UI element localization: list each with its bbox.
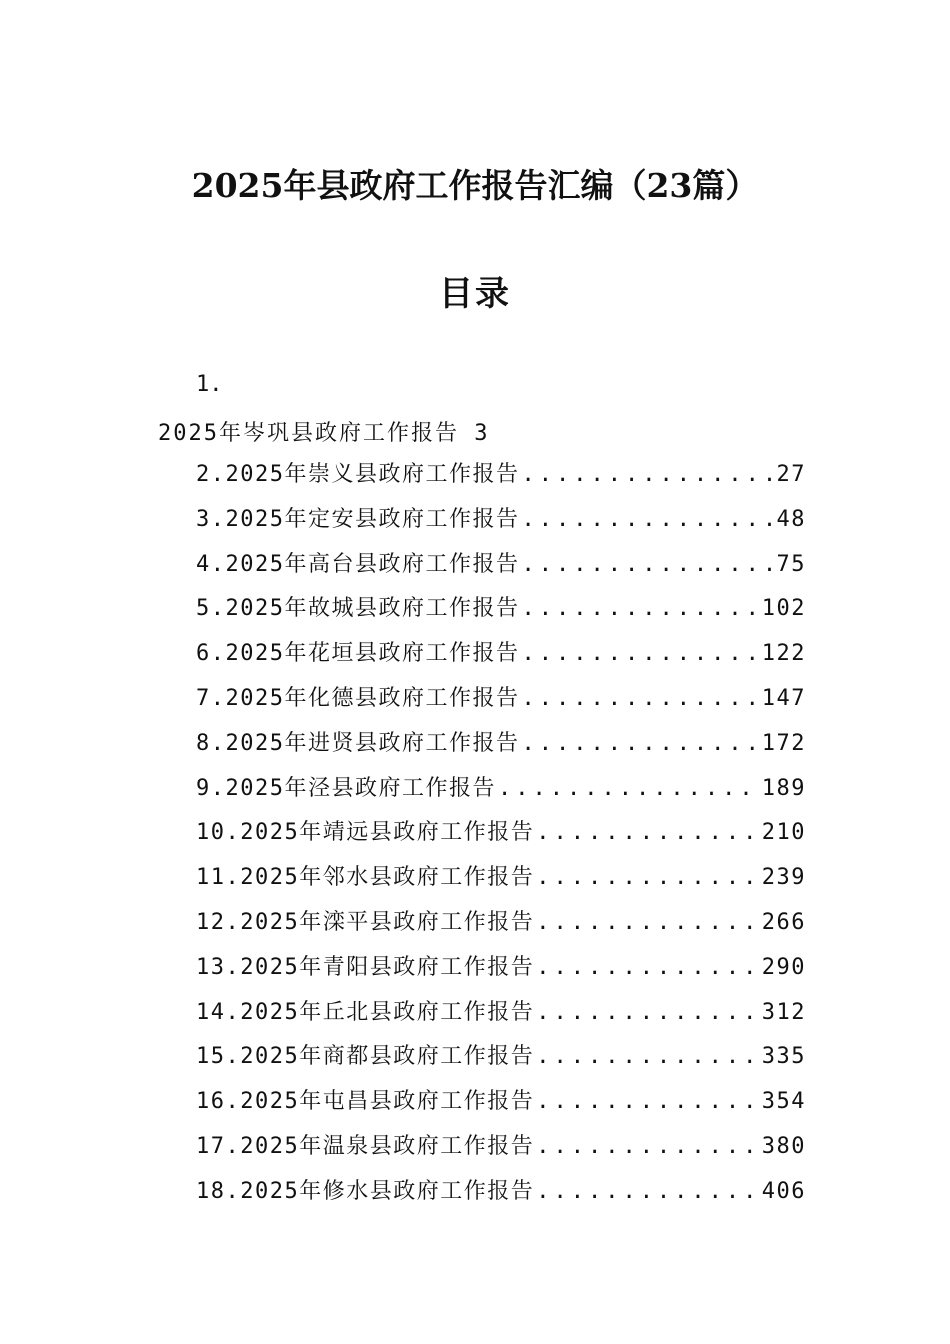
toc-entry-label: 2.2025年崇义县政府工作报告 [196, 462, 520, 487]
toc-entry[interactable] [196, 815, 806, 847]
toc-entry-label: 10.2025年靖远县政府工作报告 [196, 820, 535, 846]
toc-entry-page: 172 [761, 730, 806, 756]
toc-entry[interactable] [196, 1084, 806, 1116]
toc-entry-page: 312 [761, 999, 806, 1025]
toc-entry[interactable] [196, 591, 806, 623]
dot-leader [536, 1044, 760, 1069]
dot-leader [536, 820, 760, 845]
toc-entry-label: 13.2025年青阳县政府工作报告 [196, 954, 535, 980]
toc-entry-label: 15.2025年商都县政府工作报告 [196, 1044, 535, 1070]
toc-entry-page: 102 [761, 596, 806, 622]
toc-entry-page: 27 [776, 462, 806, 487]
dot-leader [536, 865, 760, 890]
toc-entry-label: 7.2025年化德县政府工作报告 [196, 686, 520, 711]
toc-entry-page: 48 [776, 506, 806, 532]
toc-entry-label: 17.2025年温泉县政府工作报告 [196, 1134, 535, 1159]
dot-leader [521, 507, 774, 532]
toc-entry-label: 8.2025年进贤县政府工作报告 [196, 730, 520, 756]
dot-leader [521, 596, 759, 621]
toc-entry[interactable] [196, 1129, 806, 1161]
toc-entry-label: 18.2025年修水县政府工作报告 [196, 1178, 535, 1204]
toc-entry-page: 406 [761, 1178, 806, 1204]
toc-entry[interactable] [196, 681, 806, 713]
dot-leader [536, 1000, 760, 1025]
dot-leader [536, 910, 760, 935]
toc-entry[interactable] [196, 636, 806, 668]
document-title: 2025年县政府工作报告汇编（23篇） [191, 166, 759, 205]
toc-entry-page: 75 [776, 551, 806, 577]
toc-entry[interactable] [196, 1039, 806, 1071]
toc-entry-page: 380 [761, 1134, 806, 1159]
toc-entry-page: 210 [761, 820, 806, 846]
toc-entry-label: 4.2025年高台县政府工作报告 [196, 551, 520, 577]
dot-leader [536, 1089, 760, 1114]
toc-entry-label: 5.2025年故城县政府工作报告 [196, 596, 520, 622]
toc-entry[interactable] [196, 502, 806, 534]
toc-entry-page: 290 [761, 954, 806, 980]
toc-entry[interactable] [196, 726, 806, 758]
dot-leader [521, 462, 774, 487]
dot-leader [521, 686, 759, 711]
toc-entry-label: 3.2025年定安县政府工作报告 [196, 506, 520, 532]
toc-entry[interactable]: 2025年岑巩县政府工作报告 3 [158, 421, 490, 446]
toc-entry[interactable] [196, 547, 806, 579]
toc-entry[interactable] [196, 995, 806, 1027]
toc-entry[interactable] [196, 905, 806, 937]
dot-leader [536, 1134, 760, 1159]
toc-entry-page: 354 [761, 1089, 806, 1115]
toc-entry-page: 266 [761, 910, 806, 935]
toc-entry-number: 1. [196, 372, 223, 397]
toc-entry-page: 122 [761, 641, 806, 667]
toc-entry[interactable] [196, 457, 806, 489]
dot-leader [498, 776, 760, 801]
toc-entry[interactable] [196, 950, 806, 982]
toc-entry-label: 6.2025年花垣县政府工作报告 [196, 641, 520, 667]
dot-leader [521, 731, 759, 756]
dot-leader [536, 1179, 760, 1204]
toc-entry[interactable] [196, 771, 806, 803]
toc-entry[interactable] [196, 1174, 806, 1206]
toc-heading: 目录 [439, 274, 511, 314]
toc-entry-label: 12.2025年滦平县政府工作报告 [196, 910, 535, 935]
toc-entry-page: 335 [761, 1044, 806, 1070]
toc-entry-page: 189 [761, 775, 806, 801]
toc-entry-page: 239 [761, 865, 806, 891]
toc-entry-label: 11.2025年邻水县政府工作报告 [196, 865, 535, 891]
toc-entry[interactable] [196, 860, 806, 892]
dot-leader [521, 641, 759, 666]
dot-leader [521, 552, 774, 577]
toc-entry-label: 9.2025年泾县政府工作报告 [196, 775, 496, 801]
toc-entry-label: 16.2025年屯昌县政府工作报告 [196, 1089, 535, 1115]
dot-leader [536, 955, 760, 980]
toc-entry-page: 147 [761, 686, 806, 711]
toc-entry-label: 14.2025年丘北县政府工作报告 [196, 999, 535, 1025]
